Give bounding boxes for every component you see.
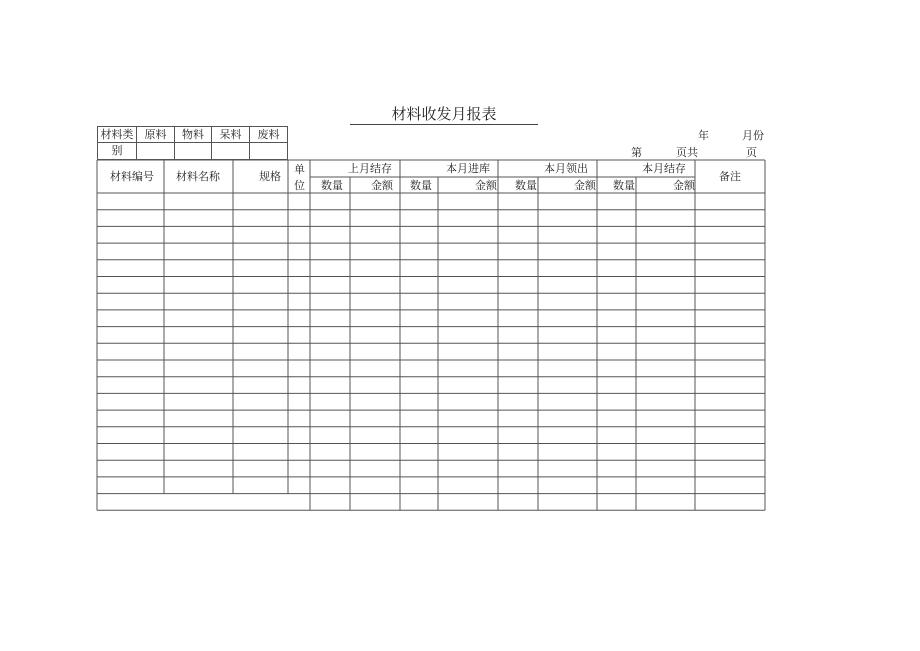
header-qty-3: 数量 xyxy=(515,179,537,192)
header-material-code: 材料编号 xyxy=(110,170,154,183)
category-label-line1: 材料类 xyxy=(97,126,137,143)
header-group-month-balance: 本月结存 xyxy=(642,162,686,175)
header-group-month-in: 本月进库 xyxy=(446,162,490,175)
category-label-line2: 别 xyxy=(97,143,137,160)
category-option-supplies: 物料 xyxy=(175,126,212,143)
category-option-raw: 原料 xyxy=(137,126,175,143)
header-amount-3: 金额 xyxy=(574,179,596,192)
header-qty-1: 数量 xyxy=(321,179,343,192)
header-group-prev-balance: 上月结存 xyxy=(348,162,392,175)
header-unit-line2: 位 xyxy=(294,179,305,192)
header-amount-2: 金额 xyxy=(475,179,497,192)
page-number-label: 第 xyxy=(631,146,642,159)
header-material-name: 材料名称 xyxy=(176,170,220,183)
month-label: 月份 xyxy=(742,129,764,142)
header-unit-line1: 单 xyxy=(294,163,305,176)
category-option-idle: 呆料 xyxy=(212,126,250,143)
page-end-label: 页 xyxy=(746,146,757,159)
header-group-month-out: 本月领出 xyxy=(544,162,588,175)
category-option-scrap: 废料 xyxy=(250,126,288,143)
header-qty-2: 数量 xyxy=(410,179,432,192)
header-note: 备注 xyxy=(719,170,741,183)
year-label: 年 xyxy=(698,129,709,142)
header-amount-1: 金额 xyxy=(371,179,393,192)
header-spec: 规格 xyxy=(259,170,281,183)
page-total-label: 页共 xyxy=(676,146,698,159)
header-amount-4: 金额 xyxy=(673,179,695,192)
report-title: 材料收发月报表 xyxy=(350,104,538,125)
header-qty-4: 数量 xyxy=(613,179,635,192)
